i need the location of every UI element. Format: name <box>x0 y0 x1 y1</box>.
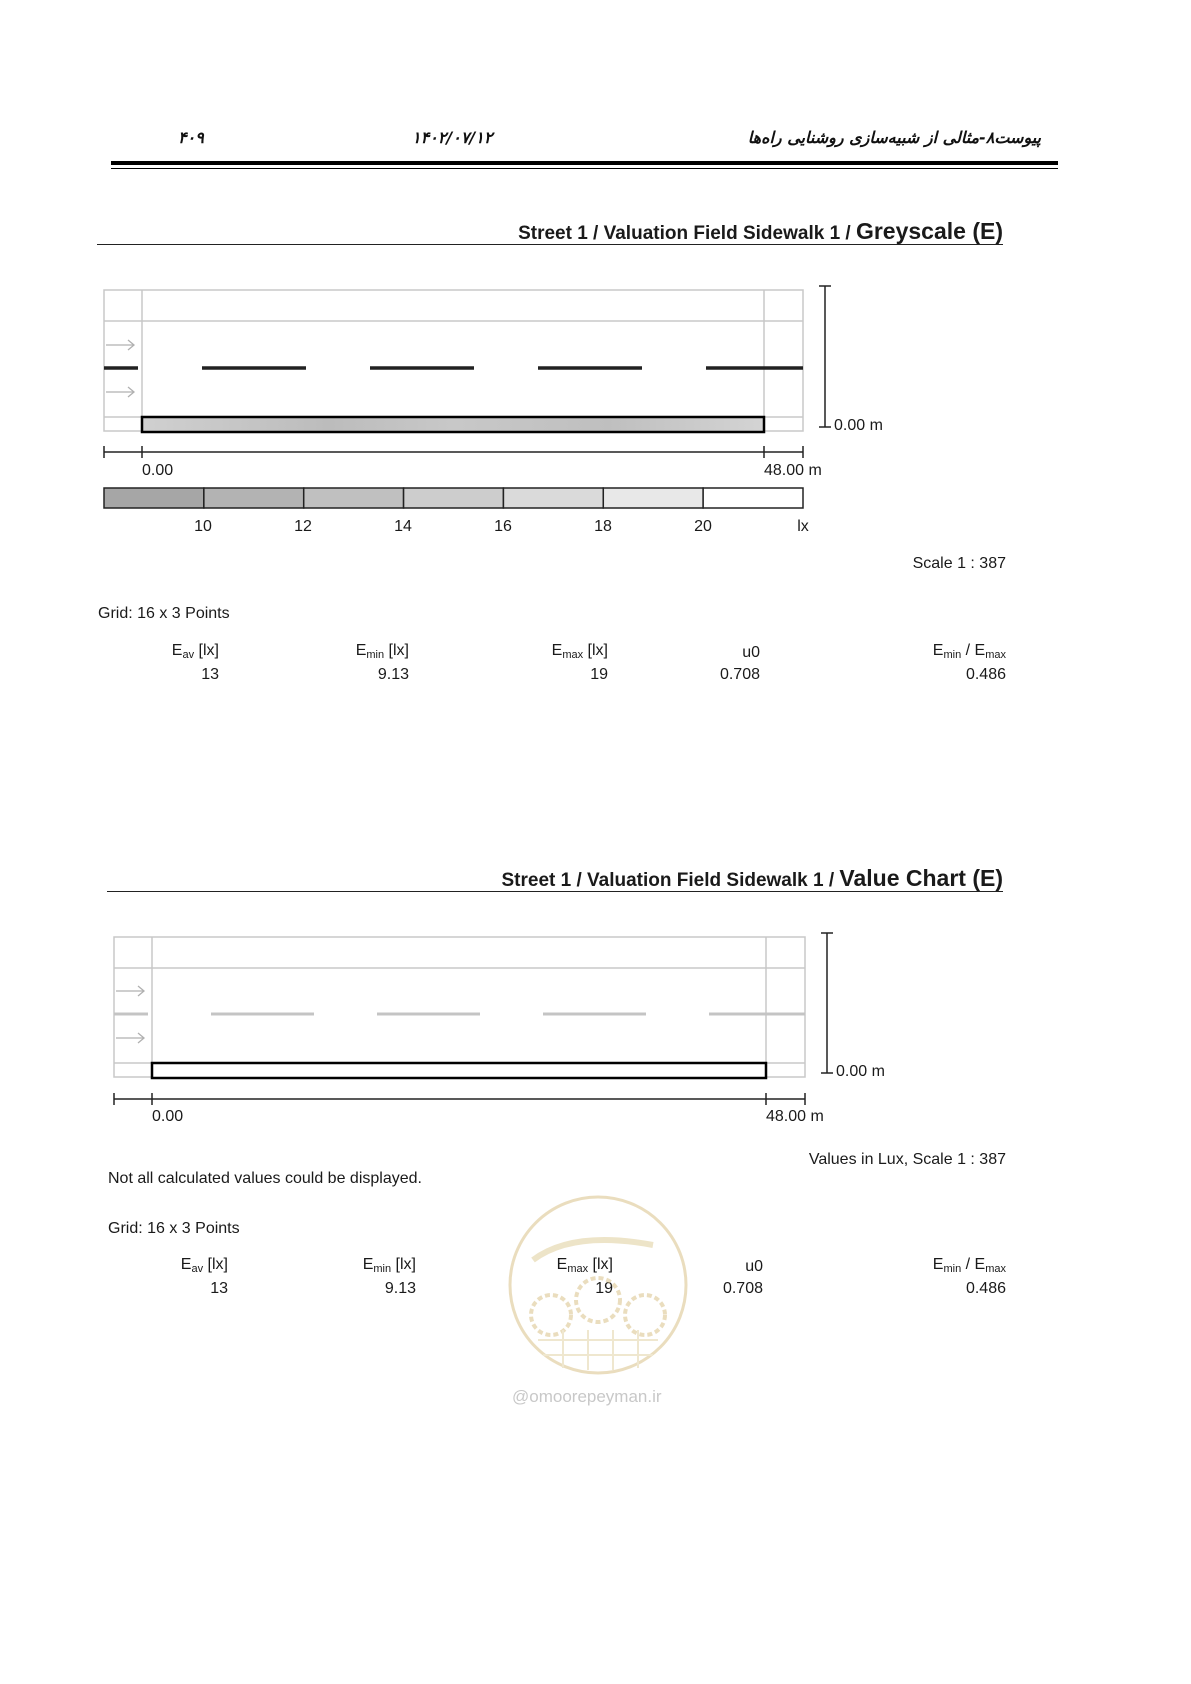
stat-emax-value: 19 <box>590 666 608 683</box>
stat-eav-header: $E_{av}$ [lx] <box>180 1256 228 1275</box>
valuechart-end-label: 48.00 m <box>766 1108 824 1125</box>
watermark-seal-logo <box>503 1190 693 1380</box>
valuechart-title-prefix: Street 1 / Valuation Field Sidewalk 1 / <box>501 870 840 891</box>
scale-tick-label: 10 <box>194 518 212 535</box>
valuechart-sidewalk-field <box>152 1063 766 1078</box>
stat-ratio-value: 0.486 <box>965 1280 1006 1297</box>
stat-emax-header: $E_{max}$ [lx] <box>551 642 608 661</box>
valuechart-road-plan <box>114 937 805 1077</box>
valuechart-title-main: Value Chart (E) <box>839 865 1003 891</box>
stat-ratio-header: $E_{min} / E_{max}$ <box>932 1256 1006 1275</box>
greyscale-start-label: 0.00 <box>142 462 174 479</box>
stat-emax-unit: [lx] <box>587 642 608 659</box>
scale-tick-label: 14 <box>394 518 412 535</box>
scale-tick-label: 20 <box>694 518 712 535</box>
stat-emin-unit: [lx] <box>395 1256 416 1273</box>
scale-unit-label: lx <box>797 518 809 535</box>
stat-eav-unit: [lx] <box>207 1256 228 1273</box>
stat-emin-value: 9.13 <box>384 1280 416 1297</box>
stat-emin-header: $E_{min}$ [lx] <box>362 1256 416 1275</box>
watermark-url: @omoorepeyman.ir <box>512 1387 662 1406</box>
stat-eav-value: 13 <box>201 666 219 683</box>
stat-eav-header: $E_{av}$ [lx] <box>171 642 219 661</box>
stat-emax-unit: [lx] <box>592 1256 613 1273</box>
stat-ratio-header: $E_{min} / E_{max}$ <box>932 642 1006 661</box>
stat-emax-value: 19 <box>595 1280 613 1297</box>
scale-tick-label: 18 <box>594 518 612 535</box>
greyscale-end-label: 48.00 m <box>764 462 822 479</box>
stat-u0-header: u0 <box>742 644 760 661</box>
valuechart-warning: Not all calculated values could be displayed. <box>108 1170 422 1187</box>
header-date: ۱۴۰۲/۰۷/۱۲ <box>412 128 493 147</box>
stat-emax-header: $E_{max}$ [lx] <box>556 1256 613 1275</box>
valuechart-length-dimension <box>114 1093 805 1105</box>
valuechart-scale-note: Values in Lux, Scale 1 : 387 <box>808 1151 1006 1168</box>
scale-tick-label: 16 <box>494 518 512 535</box>
greyscale-title-main: Greyscale (E) <box>855 218 1003 244</box>
stat-eav-value: 13 <box>210 1280 228 1297</box>
stat-u0-header: u0 <box>745 1258 763 1275</box>
stat-emin-unit: [lx] <box>388 642 409 659</box>
stat-eav-unit: [lx] <box>198 642 219 659</box>
scale-tick-label: 12 <box>294 518 312 535</box>
valuechart-start-label: 0.00 <box>152 1108 184 1125</box>
stat-ratio-value: 0.486 <box>965 666 1006 683</box>
header-chapter-title: پیوست۸-مثالی از شبیه‌سازی روشنایی راه‌ها <box>747 128 1041 147</box>
greyscale-height-label: 0.00 m <box>834 417 883 434</box>
valuechart-height-dimension <box>821 933 833 1073</box>
greyscale-grid-label: Grid: 16 x 3 Points <box>98 605 230 622</box>
page-number: ۴۰۹ <box>178 128 204 147</box>
valuechart-height-label: 0.00 m <box>836 1063 885 1080</box>
greyscale-title-prefix: Street 1 / Valuation Field Sidewalk 1 / <box>518 223 856 244</box>
stat-u0-value: 0.708 <box>719 666 760 683</box>
valuechart-grid-label: Grid: 16 x 3 Points <box>108 1220 240 1237</box>
stat-emin-value: 9.13 <box>377 666 409 683</box>
stat-u0-value: 0.708 <box>722 1280 763 1297</box>
greyscale-scale-note: Scale 1 : 387 <box>912 555 1006 572</box>
stat-emin-header: $E_{min}$ [lx] <box>355 642 409 661</box>
